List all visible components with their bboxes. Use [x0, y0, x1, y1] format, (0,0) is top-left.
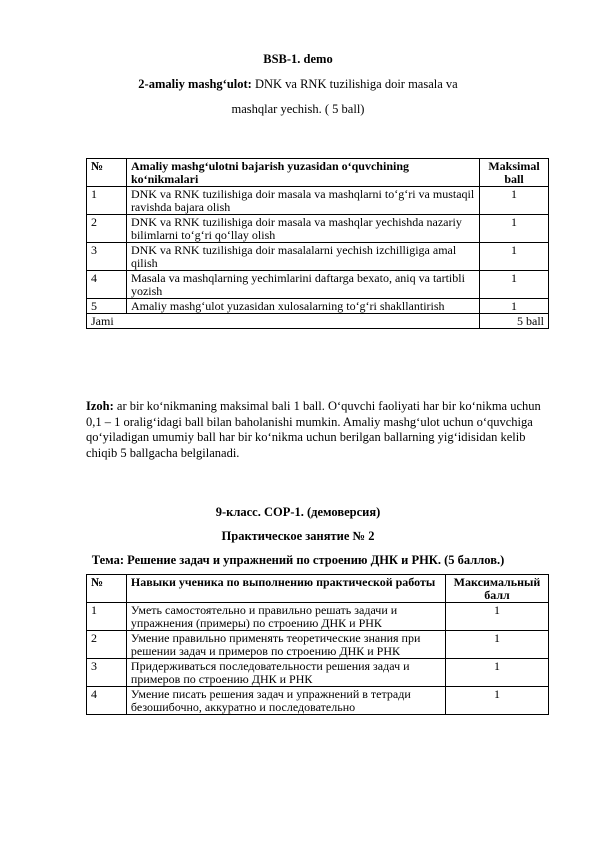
row-number: 4 [87, 687, 127, 715]
row-number: 3 [87, 659, 127, 687]
header-number: № [87, 159, 127, 187]
uz-title: BSB-1. demo [263, 52, 333, 66]
uz-skills-table [86, 158, 549, 329]
row-number: 3 [87, 243, 127, 271]
row-score: 1 [446, 603, 549, 631]
row-skill: DNK va RNK tuzilishiga doir masala va mashqlarni to‘g‘ri va mustaqil ravishda bajara olish [126, 187, 479, 215]
table-row [87, 603, 549, 631]
row-score: 1 [480, 187, 549, 215]
header-skill: Навыки ученика по выполнению практической работы [126, 575, 445, 603]
row-skill: Уметь самостоятельно и правильно решать задачи и упражнения (примеры) по строению ДНК и РНК [126, 603, 445, 631]
row-number: 4 [87, 271, 127, 299]
ru-topic: Тема: Решение задач и упражнений по строению ДНК и РНК. (5 баллов.) [91, 553, 505, 567]
table-row [87, 271, 549, 299]
total-value: 5 ball [480, 314, 549, 329]
table-total-row [87, 314, 549, 329]
total-label: Jami [87, 314, 480, 329]
table-row [87, 631, 549, 659]
row-skill: Придерживаться последовательности решения задач и примеров по строению ДНК и РНК [126, 659, 445, 687]
note-text: ar bir ko‘nikmaning maksimal bali 1 ball. O‘quvchi faoliyati har bir ko‘nikma uchun 0,1 – 1 oralig‘idagi ball bilan baholanishi mumkin. Amaliy mashg‘ulot uchun o‘quvchiga qo‘yiladigan umumiy ball har bir ko‘nikma uchun berilgan ballarning yig‘idisidan kelib chiqib 5 ballgacha belgilanadi. [86, 399, 541, 460]
uz-subtitle-line2: mashqlar yechish. ( 5 ball) [231, 102, 365, 116]
header-skill: Amaliy mashg‘ulotni bajarish yuzasidan o‘quvchining ko‘nikmalari [126, 159, 479, 187]
table-row [87, 243, 549, 271]
ru-skills-table [86, 574, 549, 715]
row-skill: Умение писать решения задач и упражнений в тетради безошибочно, аккуратно и последовательно [126, 687, 445, 715]
row-number: 1 [87, 187, 127, 215]
table-header-row [87, 159, 549, 187]
uz-subtitle-rest: DNK va RNK tuzilishiga doir masala va [251, 77, 458, 91]
header-max-score: Максимальный балл [446, 575, 549, 603]
row-number: 2 [87, 631, 127, 659]
row-score: 1 [446, 631, 549, 659]
uz-subtitle [0, 77, 596, 92]
header-max-score: Maksimal ball [480, 159, 549, 187]
uz-subtitle-bold: 2-amaliy mashg‘ulot: [138, 77, 252, 91]
row-score: 1 [480, 215, 549, 243]
row-score: 1 [446, 687, 549, 715]
row-number: 1 [87, 603, 127, 631]
row-skill: DNK va RNK tuzilishiga doir masala va mashqlar yechishda nazariy bilimlarni to‘g‘ri qo‘llay olish [126, 215, 479, 243]
row-score: 1 [446, 659, 549, 687]
ru-subtitle: Практическое занятие № 2 [221, 529, 375, 543]
row-skill: Amaliy mashg‘ulot yuzasidan xulosalarning to‘g‘ri shakllantirish [126, 299, 479, 314]
row-number: 5 [87, 299, 127, 314]
uz-note [86, 399, 556, 461]
table-row [87, 659, 549, 687]
ru-title: 9-класс. СОР-1. (демоверсия) [215, 505, 381, 519]
note-label: Izoh: [86, 399, 114, 413]
row-skill: DNK va RNK tuzilishiga doir masalalarni yechish izchilligiga amal qilish [126, 243, 479, 271]
row-skill: Masala va mashqlarning yechimlarini daftarga bexato, aniq va tartibli yozish [126, 271, 479, 299]
table-row [87, 687, 549, 715]
row-score: 1 [480, 243, 549, 271]
table-row [87, 215, 549, 243]
row-skill: Умение правильно применять теоретические знания при решении задач и примеров по строению ДНК и РНК [126, 631, 445, 659]
header-number: № [87, 575, 127, 603]
row-score: 1 [480, 299, 549, 314]
table-row [87, 187, 549, 215]
row-score: 1 [480, 271, 549, 299]
table-row [87, 299, 549, 314]
row-number: 2 [87, 215, 127, 243]
table-header-row [87, 575, 549, 603]
